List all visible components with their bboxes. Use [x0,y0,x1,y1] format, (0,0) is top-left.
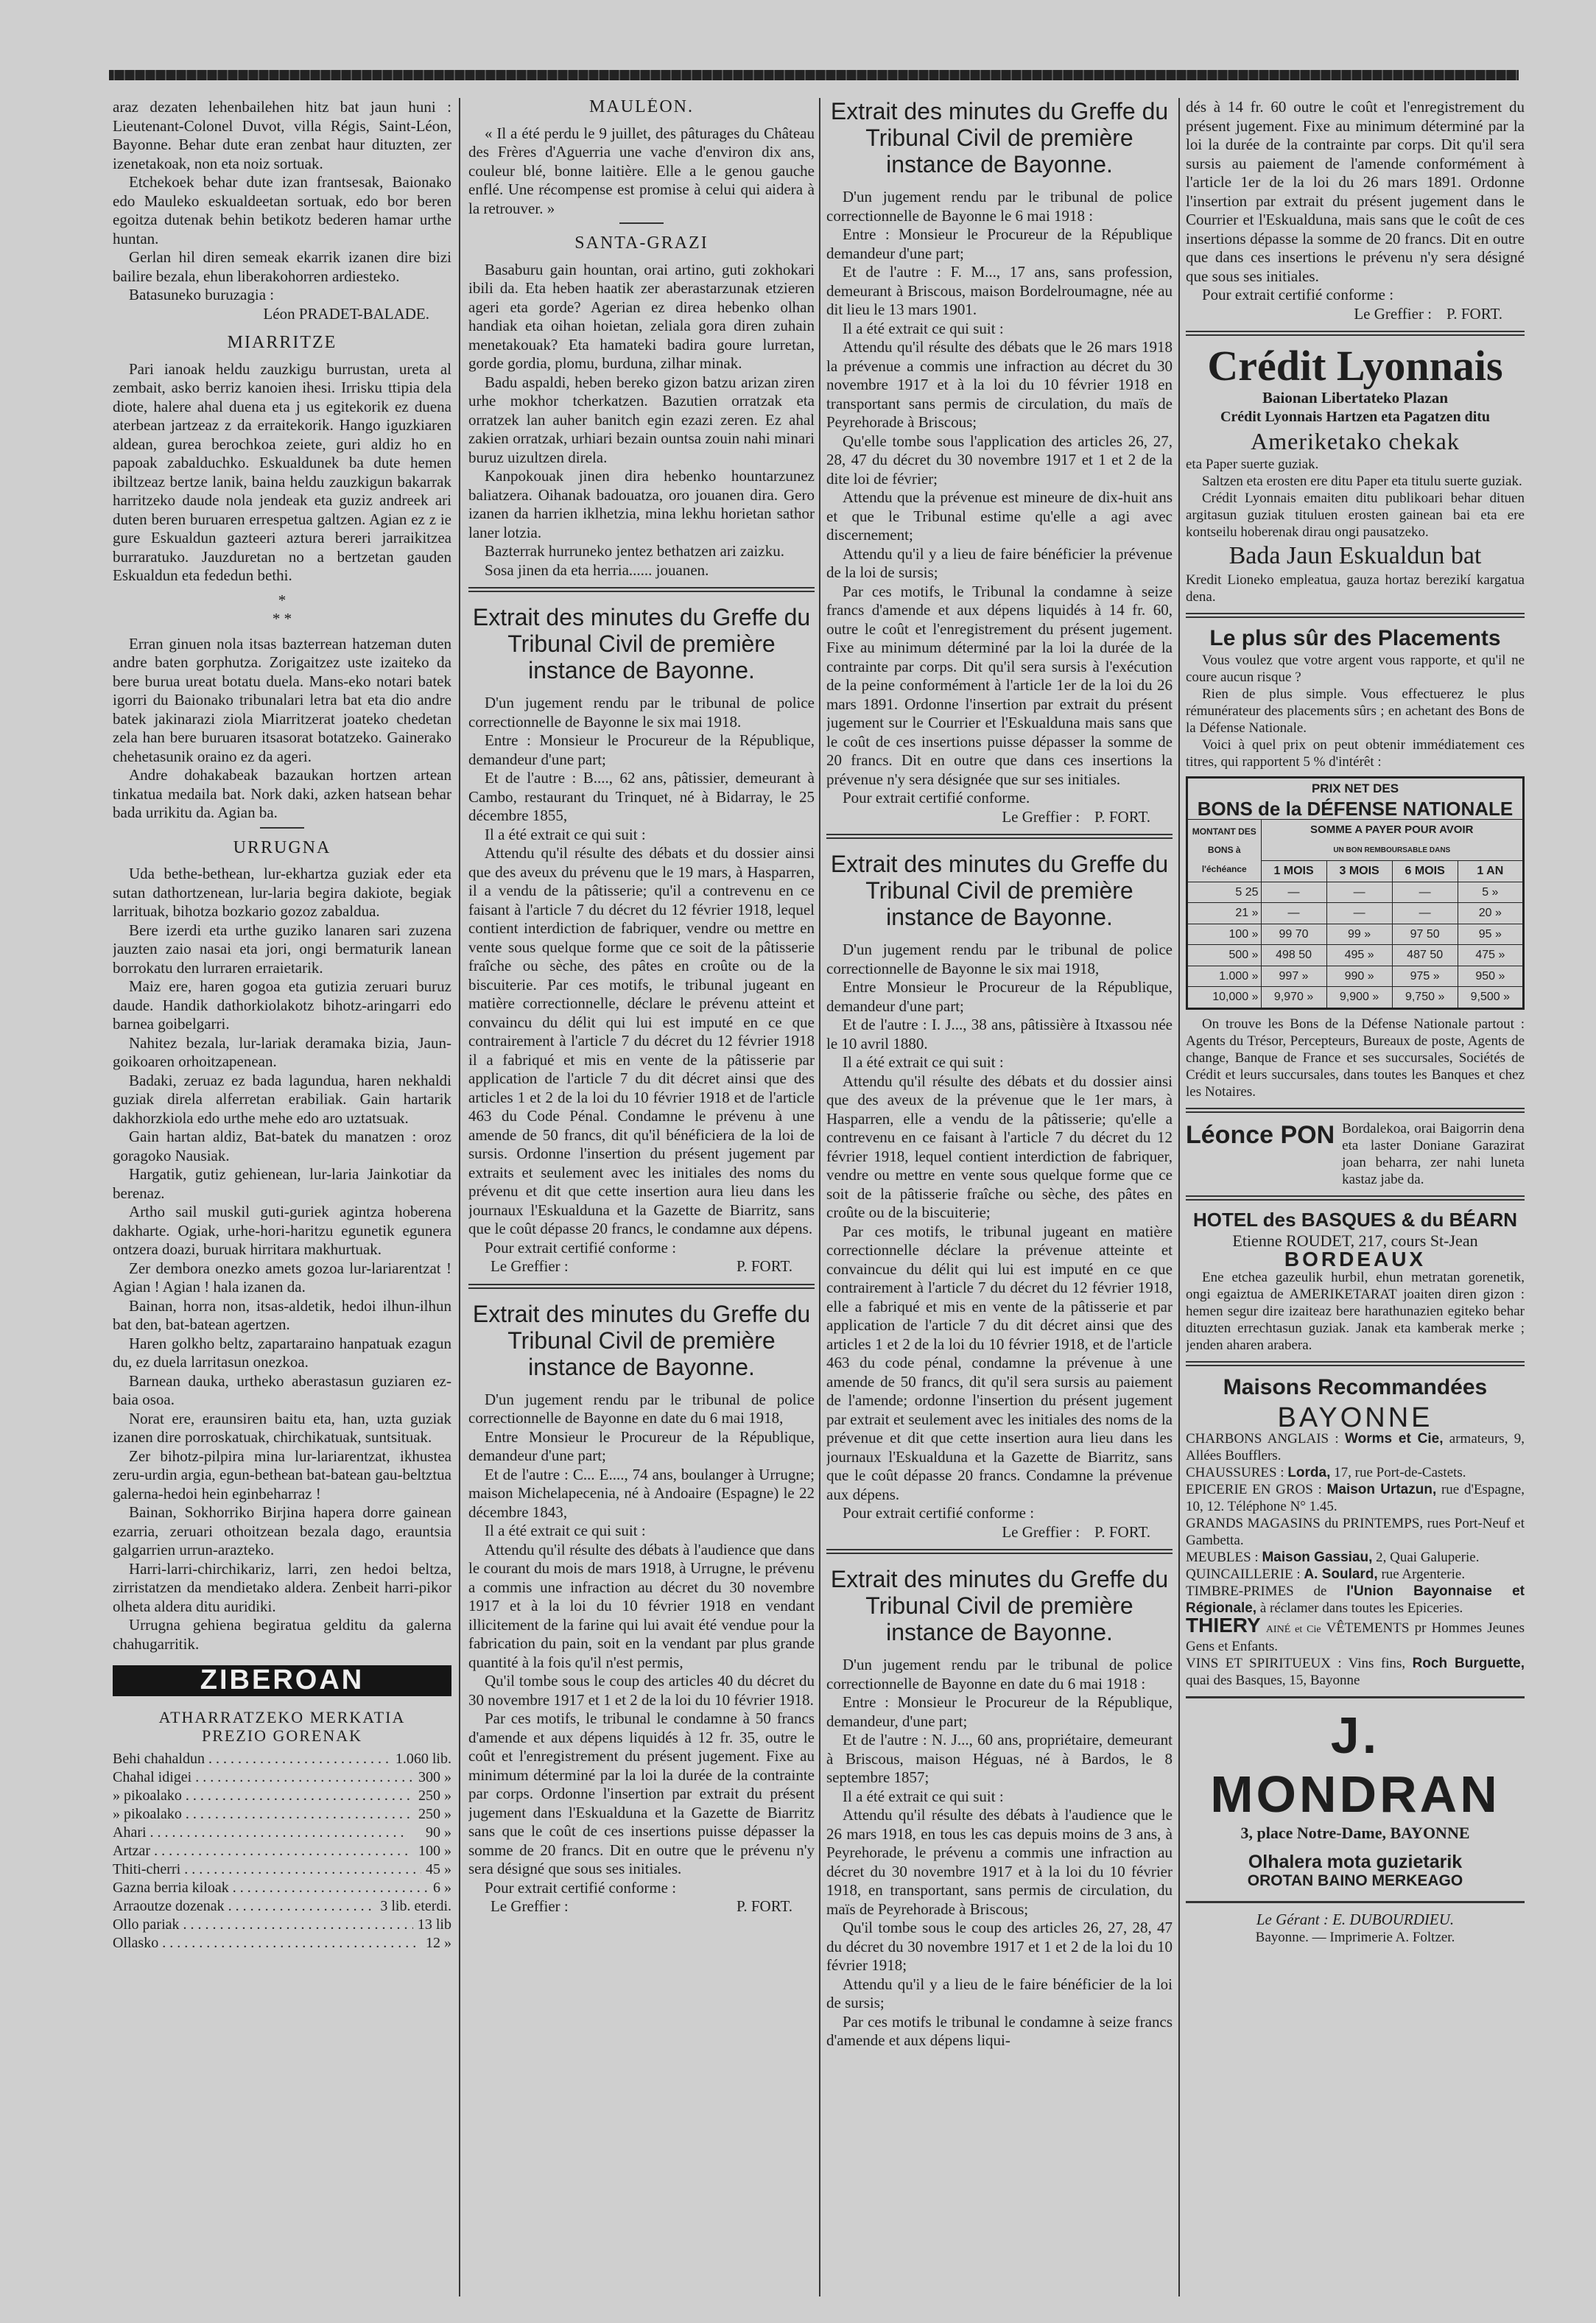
greffe-continuation: Pour extrait certifié conforme : [1202,286,1394,303]
section-rule [468,1284,815,1289]
greffe-paragraph: Entre : Monsieur le Procureur de la République, demandeur d'une part; [468,731,815,768]
price-row: Thiti-cherri . . . 45 » [113,1860,451,1879]
greffe-paragraph: Attendu qu'il résulte des débats que le 26 mars 1918 la prévenue a commis une infraction au décret du 30 novembre 1917 et à la loi du 10 février 1918 en transportant sans permis de circulation, du maïs de Peyrehorade à Briscous; [826,338,1173,431]
greffe-paragraph: Et de l'autre : N. J..., 60 ans, propriétaire, demeurant à Briscous, maison Héguas, né à Bardos, le 8 septembre 1857; [826,1731,1173,1786]
credit-footer: Kredit Lioneko empleatua, gauza hortaz berezikí kargatua dena. [1186,572,1525,605]
section-rule [468,587,815,592]
intro-paragraph: Gerlan hil diren semeak ekarrik izanen dire bizi bailire bezala, ehun liberakohorren ardiesteko. [113,248,451,285]
ziberoan-banner: ZIBEROAN [113,1665,451,1696]
placements-title: Le plus sûr des Placements [1209,626,1501,650]
credit-line: Crédit Lyonnais Hartzen eta Pagatzen ditu [1220,408,1491,425]
greffe-paragraph: Attendu qu'il y a lieu de le faire bénéficier de la loi de sursis; [826,1975,1173,2011]
urrugna-paragraph: Maiz ere, haren gogoa eta gutizia zeruari buruz daude. Handik dathorkiolakotz bihotz-aringarri edo barnea goibelgarri. [113,977,451,1033]
column-3 [826,98,1173,2300]
mauleon-heading: MAULÉON. [589,98,694,116]
vins-item: VINS ET SPIRITUEUX : Vins fins, Roch Burguette, quai des Basques, 15, Bayonne [1186,1656,1525,1688]
greffe-paragraph: Entre Monsieur le Procureur de la République, demandeur d'une part; [826,978,1173,1015]
asterism: * * * [272,591,292,628]
bonds-prix-net: PRIX NET DES [1187,778,1524,799]
price-row: Chahal idigei . . . 300 » [113,1768,451,1787]
column-2 [468,98,815,2300]
santa-grazi-paragraph: Bazterrak hurruneko jentez bethatzen ari zaizku. [485,542,784,560]
section-rule [1186,1901,1525,1903]
greffe-paragraph: Il a été extrait ce qui suit : [485,1522,646,1539]
greffe-paragraph: Attendu qu'il résulte des débats et du dossier ainsi que des aveux de la prévenue que le 1er mars, à Hasparren, elle a vendu de la pâtisserie; qu'elle a contrevenu en ce faisant à l'article 7 du décret du 12 février 1918, lequel contient interdiction de fabriquer, vendre ou mettre en vente sous quelque forme que ce soit de la pâtisserie fraîche ou sèche, des pâtes en croûte ou de la biscuiterie; [826,1072,1173,1221]
urrugna-paragraph: Artho sail muskil guti-guriek agintza hoberena dakharte. Ogiak, urhe-hori-haritzu egunetik egunera ontzera doazi, buruak hirritara makhurtuak. [113,1203,451,1258]
greffier-signature: Le Greffier : P. FORT. [491,1257,792,1275]
urrugna-paragraph: Bere izerdi eta urthe guziko lanaren sari zuzena jauzten zaio nasai eta jori, ongi bermaturik lanean borrokatu den lurraren erraietarik. [113,921,451,977]
greffier-signature: Le Greffier : P. FORT. [1354,304,1502,323]
section-rule [1186,1361,1525,1366]
hotel-text: Ene etchea gazeulik hurbil, ehun metratan gorenetik, ongi egaiztua de AMERIKETARAT joaiten diren gizon : hemen segur dire izaiteaz bere harathunazien egiteko behar dituzten errechtasun guziak. Janak eta kamberak merke ; jenden aharen arabera. [1186,1269,1525,1353]
price-row: » pikoalako . . . 250 » [113,1805,451,1824]
miarritze-paragraph: Andre dohakabeak bazaukan hortzen artean tinkatua medaila bat. Nork daki, azken hatsean behar bada urrikitu da. Agian ba. [113,766,451,821]
pon-text: Bordalekoa, orai Baigorrin dena eta laster Doniane Garazirat joan beharra, zer nahi luneta kastaz jabe da. [1342,1120,1525,1187]
maison-item: EPICERIE EN GROS : Maison Urtazun, rue d'Espagne, 10, 12. Téléphone N° 1.45. [1186,1482,1525,1514]
price-row: Ollasko . . . 12 » [113,1934,451,1953]
intro-paragraph: araz dezaten lehenbailehen hitz bat jaun huni : Lieutenant-Colonel Duvot, villa Régis, Saint-Léon, Bayonne. Behar dute eran zenbat haur dituzten, zer izenetakoak, non eta noiz sortuak. [113,98,451,172]
bonds-row: 5 25 — — — 5 » [1187,882,1524,903]
section-rule [1186,331,1525,336]
urrugna-paragraph: Nahitez bezala, lur-lariak deramaka bizia, Jaun-goikoaren orhoitzapenean. [113,1033,451,1070]
credit-lyonnais-ad [1186,343,1525,605]
urrugna-paragraph: Uda bethe-bethean, lur-ekhartza guziak eder eta sutan dathortzenean, lur-laria begira dakiote, begiak larrituak, bihotza bozkario gozoz zabaldua. [113,865,451,920]
credit-title: Crédit Lyonnais [1207,342,1503,390]
bonds-row: 21 » — — — 20 » [1187,903,1524,924]
greffe-paragraph: Attendu qu'il résulte des débats à l'audience que le 26 mars 1918, en tous les cas depuis moins de 3 ans, à Peyrehorade, le prévenu a commis une infraction au décret du 30 novembre 1917 et à la loi du 10 février 1918, en transportant, sans permis de circulation, du maïs de Peyrehorade à Briscous; [826,1806,1173,1918]
greffe-paragraph: Pour extrait certifié conforme. [843,789,1030,806]
bonds-col-montant: MONTANT DES BONS à l'échéance [1187,820,1262,882]
greffe-title: Extrait des minutes du Greffe du Tribunal Civil de première instance de Bayonne. [472,604,811,683]
bonds-title: BONS de la DÉFENSE NATIONALE [1187,799,1524,820]
column-divider [459,98,460,2296]
section-rule [1186,1108,1525,1113]
greffier-signature: Le Greffier : P. FORT. [1002,807,1150,826]
greffe-paragraph: Attendu qu'il résulte des débats et du dossier ainsi que des aveux du prévenu que le 19 mars, à Hasparren, il a vendu de la pâtisserie; qu'il a contrevenu en ce faisant à l'article 7 du décret du 12 février 1918, lequel contient interdiction de fabriquer, vendre ou mettre en vente sous quelque forme que ce soit de la pâtisserie fraîche ou sèche, des pâtes en croûte ou de la biscuiterie. Par ces motifs, le tribunal jugeant en matière correctionnelle, déclare le prévenu atteint et convaincu du délit qui lui est imputé en ce que contrairement à l'article 7 du décret du 12 février 1918 il a fabriqué et mis en vente de la pâtisserie par application de l'article 7 du dit décret ainsi que des articles 1 et 2 de la loi du 10 février 1918 et de l'article 463 du Code Pénal. Condamne le prévenu à une amende de 50 francs, dit qu'il bénéficiera de la loi de sursis. Ordonne l'insertion du présent jugement par extraits et seulement avec les initiales des noms du prévenu et dit que cette insertion aura lieu dans les journaux l'Eskualduna et la Gazette de Biarritz, sans que le coût dépasse 20 francs, le condamne aux dépens. [468,844,815,1237]
greffe-paragraph: Qu'elle tombe sous l'application des articles 26, 27, 28, 47 du décret du 30 novembre 1917 et 1 et 2 de la dite loi de février; [826,432,1173,488]
urrugna-paragraph: Norat ere, eraunsiren baitu eta, han, uzta guziak izanen dire porroskatuak, chirchikatuak, suntsituak. [113,1409,451,1446]
greffier-signature: Le Greffier : P. FORT. [491,1897,792,1915]
greffe-paragraph: D'un jugement rendu par le tribunal de police correctionnelle de Bayonne le 6 mai 1918 : [826,188,1173,225]
price-row: Ollo pariak . . . 13 lib [113,1916,451,1934]
greffe-title: Extrait des minutes du Greffe du Tribunal Civil de première instance de Bayonne. [472,1300,811,1380]
greffe-paragraph: Et de l'autre : B...., 62 ans, pâtissier, demeurant à Cambo, restaurant du Trinquet, né à Bidarray, le 25 décembre 1855, [468,769,815,824]
price-row: Artzar . . . 100 » [113,1842,451,1860]
signature-label: Batasuneko buruzagia : [129,286,275,303]
maison-item: TIMBRE-PRIMES de l'Union Bayonnaise et Régionale, à réclamer dans toutes les Epiceries. [1186,1584,1525,1616]
greffe-paragraph: Qu'il tombe sous le coup des articles 40 du décret du 30 novembre 1917 et 1 et 2 de la loi du 10 février 1918. [468,1672,815,1709]
bonds-row: 500 » 498 50 495 » 487 50 475 » [1187,945,1524,966]
price-row: » pikoalako . . . 250 » [113,1787,451,1805]
greffe-paragraph: Attendu qu'il y a lieu de faire bénéficier la prévenue de la loi de sursis; [826,544,1173,581]
mondran-title: J. MONDRAN [1210,1707,1500,1823]
column-divider [819,98,820,2296]
imprimerie-line: Bayonne. — Imprimerie A. Foltzer. [1255,1930,1455,1945]
santa-grazi-paragraph: Badu aspaldi, heben bereko gizon batzu arizan ziren urhe mokhor tcherkatzen. Bazutien orratzak eta orratzek lan auher banitch egin ezazi zeren. Ez ahal zakien orratzak, urhiari bezain ountsa zouin nahi minari buruz uizultzen direla. [468,373,815,466]
urrugna-paragraph: Zer dembora onezko amets gozoa lur-lariarentzat ! Agian ! Agian ! hala izanen da. [113,1259,451,1296]
column-4 [1186,98,1525,2300]
santa-grazi-heading: SANTA-GRAZI [574,233,709,253]
maison-item: QUINCAILLERIE : A. Soulard, rue Argenterie. [1186,1567,1466,1582]
greffe-paragraph: Entre : Monsieur le Procureur de la République demandeur d'une part; [826,225,1173,262]
greffe-title: Extrait des minutes du Greffe du Tribunal Civil de première instance de Bayonne. [830,851,1169,930]
top-ornamental-band [109,70,1519,80]
market-subheading: PREZIO GORENAK [201,1726,363,1745]
urrugna-paragraph: Bainan, Sokhorriko Birjina hapera dorre gainean ezarria, zeruari othoitzean bezala dago, erauntsia galgarrien urrun-arazteko. [113,1503,451,1558]
greffe-paragraph: Attendu que la prévenue est mineure de dix-huit ans et que le Tribunal estime qu'elle a agi avec discernement; [826,488,1173,544]
greffe-continuation: dés à 14 fr. 60 outre le coût et l'enregistrement du présent jugement. Fixe au minimum déterminé par la loi la durée de la contrainte par corps. Dit qu'il sera sursis au paiement de l'amende conformément à l'article 1er de la loi du 26 mars 1891. Ordonne l'insertion par extrait du présent jugement dans le Courrier et l'Eskualduna, mais sans que le coût de ces insertions dépasse la somme de 20 francs. Dit en outre que dans ces insertions le prévenu n'y sera désigné que sous ses initiales. [1186,98,1525,285]
credit-cheques: Ameriketako chekak [1251,428,1460,454]
greffe-paragraph: D'un jugement rendu par le tribunal de police correctionnelle de Bayonne en date du 6 mai 1918, [468,1390,815,1427]
greffe-paragraph: Par ces motifs, le Tribunal la condamne à seize francs d'amende et aux dépens liquidés à 14 fr. 60, outre le coût et l'enregistrement du présent jugement. Fixe au minimum déterminé par la loi la durée de la contrainte par corps. Dit qu'il sera sursis à l'exécution de la peine conformément à l'article 1er de la loi du 26 mars 1891. Ordonne l'insertion par extrait du présent jugement sur le Courrier et l'Eskualduna mais sans que le coût de ces insertions puisse dépasser la somme de 20 francs. Dit en outre que dans ces insertions la prévenue n'y sera désignée que sur ses initiales. [826,582,1173,788]
greffe-paragraph: Par ces motifs le tribunal le condamne à seize francs d'amende et aux dépens liqui- [826,2012,1173,2049]
section-rule [1186,1195,1525,1201]
urrugna-paragraph: Harri-larri-chirchikariz, larri, zen hedoi beltza, zirristatzen da mendietako aldera. Zenbeit harri-pikor olheta aldera ditu auridiki. [113,1559,451,1615]
santa-grazi-paragraph: Basaburu gain hountan, orai artino, guti zokhokari ibili da. Eta heben haatik zer aberastarzunak etzieren ageri eta gorde? Agerian ez direa hebenko olhan handiak eta oihan hoietan, zeliala gora diren zuhain menetakouak? Eta hamateki badira goure lurretan, gorde gordia, plomu, burduna, zilhar minak. [468,260,815,372]
greffe-paragraph: Pour extrait certifié conforme : [485,1878,677,1897]
greffe-paragraph: Et de l'autre : F. M..., 17 ans, sans profession, demeurant à Briscous, maison Bordelroumagne, née au dit lieu le 13 mars 1901. [826,263,1173,318]
greffe-paragraph: Par ces motifs, le tribunal le condamne à 50 francs d'amende et aux dépens liquidés à 12 fr. 35, outre le coût et l'enregistrement du présent jugement. Fixe au minimum déterminé par la loi la durée de la contrainte par corps. Ordonne l'insertion par extrait du présent jugement dans l'Eskualduna et la Gazette de Biarritz sans que le coût de ces insertions puisse dépasser la somme de 20 francs. Dit en outre que le prévenu n'y sera désigné que sous ses initiales. [468,1709,815,1877]
bonds-period: 1 MOIS [1261,861,1326,882]
mondran-tag2: OROTAN BAINO MERKEAGO [1247,1872,1463,1889]
urrugna-paragraph: Badaki, zeruaz ez bada lagundua, haren nekhaldi guziak direla alferretan erabiliak. Gain hartarik dakhorzkiola edo urthe mehe edo aro uztatsuak. [113,1071,451,1127]
greffe-paragraph: Il a été extrait ce qui suit : [843,319,1004,337]
price-row: Arraoutze dozenak . . . 3 lib. eterdi. [113,1897,451,1916]
mondran-tag: Olhalera mota guzietarik [1248,1851,1463,1872]
credit-text: eta Paper suerte guziak. [1186,457,1319,472]
pon-name: Léonce PON [1186,1120,1335,1149]
gerant-line: Le Gérant : E. DUBOURDIEU. [1256,1910,1455,1928]
pon-ad [1186,1120,1525,1188]
greffe-paragraph: Entre : Monsieur le Procureur de la République, demandeur, d'une part; [826,1693,1173,1730]
greffe-paragraph: Pour extrait certifié conforme : [485,1238,677,1257]
mondran-address: 3, place Notre-Dame, BAYONNE [1240,1824,1470,1842]
section-rule [826,834,1173,839]
section-rule [826,1549,1173,1554]
hotel-city: BORDEAUX [1284,1248,1427,1271]
section-rule [1186,613,1525,618]
section-rule [619,222,664,224]
greffe-paragraph: Et de l'autre : C... E...., 74 ans, boulanger à Urrugne; maison Michelapecenia, né à Andoaire (Espagne) le 22 décembre 1843, [468,1465,815,1521]
santa-grazi-paragraph: Kanpokouak jinen dira hebenko hountarzunez baliatzera. Oihanak badouatza, oro jouanen dira. Gero izanen da harrien iklhetzia, mina lekhu horietan sathor laner lotzia. [468,467,815,541]
bonds-row: 10,000 » 9,970 » 9,900 » 9,750 » 9,500 » [1187,987,1524,1009]
greffe-paragraph: D'un jugement rendu par le tribunal de police correctionnelle de Bayonne en date du 6 mai 1918 : [826,1656,1173,1693]
greffe-paragraph: Attendu qu'il résulte des débats à l'audience que dans le courant du mois de mars 1918, à Urrugne, le prévenu a commis une infraction au décret du 30 novembre 1917 et à la loi du 10 février 1918 en vendant illicitement de la farine qui lui avait été vendue pour la fabrication du pain, soit en la vendant par plus grande quantité à la fois qu'il n'est permis, [468,1540,815,1671]
bonds-period: 3 MOIS [1326,861,1392,882]
placements-text: Voici à quel prix on peut obtenir immédiatement ces titres, qui rapportent 5 % d'intérêt : [1186,737,1525,770]
bonds-row: 100 » 99 70 99 » 97 50 95 » [1187,924,1524,945]
greffe-paragraph: Par ces motifs, le tribunal jugeant en matière correctionnelle déclare la prévenue atteinte et convaincue du délit qui lui est imputé en ce que contrairement à l'article 7 du décret du 12 février 1918, elle a fabriqué et mis en vente de la pâtisserie et par application de l'article 7 du dit décret ainsi que des articles 1 et 2 de la loi du 10 février 1918, et de l'article 463 du code pénal, condamne la prévenue à une amende de 50 francs, dit qu'il sera sursis au paiement de l'amende; ordonne l'insertion du présent jugement par extrait et seulement avec les initiales des noms de la prévenue et dit que cette insertion aura lieu dans les journaux l'Eskualduna et la Gazette de Biarritz, sans que le coût dépasse 20 francs. Condamne la prévenue aux dépens. [826,1222,1173,1503]
miarritze-paragraph: Erran ginuen nola itsas bazterrean hatzeman duten andre baten gorphutza. Zorigaitzez uste izaiteko da bere burua ureat botatu duela. Mans-eko notari batek igorri du Baionako tribunalari letra bat eta dio andre batek jakinarazi ziola Miarritzerat joateko chedetan zela han bere buruaren itsasorat botatzeko. Gainerako chehetasunik oraino ez da ageri. [113,634,451,765]
market-price-list [113,1750,451,1953]
maison-item: MEUBLES : Maison Gassiau, 2, Quai Galuperie. [1186,1550,1480,1565]
bonds-period: 1 AN [1458,861,1523,882]
bonds-footer: On trouve les Bons de la Défense Nationale partout : Agents du Trésor, Percepteurs, Bureaux de poste, Agents de change, Banque de France et ses succursales, Sociétés de Crédit et leurs succursales, dans toutes les Banques et chez les Notaires. [1186,1016,1525,1100]
urrugna-paragraph: Hargatik, gutiz gehienean, lur-laria Jainkotiar da berenaz. [113,1165,451,1202]
greffe-paragraph: Il a été extrait ce qui suit : [843,1787,1004,1805]
greffe-title: Extrait des minutes du Greffe du Tribunal Civil de première instance de Bayonne. [830,1566,1169,1645]
thiery-item: THIERY AINÉ et Cie VÊTEMENTS pr Hommes Jeunes Gens et Enfants. [1186,1614,1525,1654]
miarritze-paragraph: Pari ianoak heldu zauzkigu burrustan, ureta al zembait, asko berriz kanoien ihesi. Irrisku ttipia dela diote, halere ahal duena eta j us egitekorik ez duena aterbean jartzeaz z da erraitekorik. Hango iguzkiaren aldean, gurea berochkoa zeiete, guri aldiz ho en papoak zabalduchko. Eskualdunek ba dute hemen ibiltzeaz bertze lanik, baina heldu zauzkigun bakarrak harritzeko daude nola jendeak eta guziz andreek ari duten beren buruaren errespetua galtzen. Agian ez z ie gure Eskualdun gazteeri aztura bereri jarraikitzea burraratuko. Jauzduretan no a bertzetan gauden Eskualdun eta fededun bethi. [113,359,451,584]
greffe-paragraph: Il a été extrait ce qui suit : [485,825,646,843]
urrugna-heading: URRUGNA [233,837,331,857]
santa-grazi-paragraph: Sosa jinen da eta herria...... jouanen. [485,560,709,579]
greffe-paragraph: Il a été extrait ce qui suit : [843,1053,1004,1071]
credit-text: Saltzen eta erosten ere ditu Paper eta titulu suerte guziak. [1202,474,1522,489]
bonds-period: 6 MOIS [1392,861,1458,882]
urrugna-paragraph: Bainan, horra non, itsas-aldetik, hedoi ilhun-ilhun bat den, bat-batean agertzen. [113,1296,451,1333]
urrugna-paragraph: Gain hartan aldiz, Bat-batek du manatzen : oroz goragoko Nausiak. [113,1128,451,1164]
greffe-paragraph: D'un jugement rendu par le tribunal de police correctionnelle de Bayonne le six mai 1918. [468,694,815,731]
mauleon-text: « Il a été perdu le 9 juillet, des pâturages du Château des Frères d'Aguerria une vache d'environ dix ans, couleur blé, bonne laitière. Elle a le genou gauche enflé. Une récompense est promise à celui qui aidera à la retrouver. » [468,124,815,217]
urrugna-paragraph: Barnean dauka, urtheko aberastasun guziaren ez-baia osoa. [113,1371,451,1408]
section-rule [1186,1696,1525,1698]
hotel-title: HOTEL des BASQUES & du BÉARN [1192,1208,1518,1231]
greffe-title: Extrait des minutes du Greffe du Tribunal Civil de première instance de Bayonne. [830,98,1169,178]
maisons-title: Maisons Recommandées [1223,1374,1488,1399]
placements-ad [1186,625,1525,1100]
column-1 [113,98,451,2300]
hotel-ad [1186,1208,1525,1354]
maison-item: CHARBONS ANGLAIS : Worms et Cie, armateurs, 9, Allées Boufflers. [1186,1431,1525,1463]
placements-text: Rien de plus simple. Vous effectuerez le plus rémunérateur des placements sûrs ; en achetant des Bons de la Défense Nationale. [1186,686,1525,736]
bonds-row: 1.000 » 997 » 990 » 975 » 950 » [1187,966,1524,987]
urrugna-paragraph: Haren golkho beltz, zapartaraino hanpatuak ezagun du, ez duela larritasun onezkoa. [113,1334,451,1371]
greffe-paragraph: Et de l'autre : I. J..., 38 ans, pâtissière à Itxassou née le 10 avril 1880. [826,1016,1173,1052]
miarritze-heading: MIARRITZE [227,333,337,352]
credit-text: Crédit Lyonnais emaiten ditu publikoari behar dituen argitasun guziak tituluen erosten gainean bai eta ere kontseilu hoberenak dirau ongi pausatzeko. [1186,491,1525,540]
hotel-address: Etienne ROUDET, 217, cours St-Jean [1232,1231,1478,1250]
signature-name: Léon PRADET-BALADE. [263,304,429,323]
placements-text: Vous voulez que votre argent vous rapporte, et qu'il ne coure aucun risque ? [1186,653,1525,685]
maison-item: CHAUSSURES : Lorda, 17, rue Port-de-Castets. [1186,1465,1466,1480]
intro-paragraph: Etchekoek behar dute izan frantsesak, Baionako edo Mauleko eskualdeetan sortuak, edo bor beren egoitza dutenak behin betikotz bederen hamar urthe huntan. [113,173,451,247]
greffe-paragraph: Pour extrait certifié conforme : [843,1504,1035,1522]
market-heading: ATHARRATZEKO MERKATIA [158,1707,406,1726]
maisons-list [1186,1430,1525,1689]
credit-branch: Baionan Libertateko Plazan [1262,389,1448,407]
urrugna-paragraph: Zer bihotz-pilpira mina lur-lariarentzat, ikhustea zeru-urdin argia, egun-bethean bat-batean gau-beltztua galerna-hedoi hein eginbeharraz ! [113,1447,451,1503]
bayonne-title: BAYONNE [1277,1402,1433,1433]
bonds-price-table [1186,776,1525,1010]
price-row: Gazna berria kiloak . . . 6 » [113,1879,451,1897]
greffe-paragraph: D'un jugement rendu par le tribunal de police correctionnelle de Bayonne le six mai 1918, [826,941,1173,977]
price-row: Ahari . . . 90 » [113,1824,451,1842]
greffe-paragraph: Qu'il tombe sous le coup des articles 26, 27, 28, 47 du décret du 30 novembre 1917 et 1 et 2 de la loi du 10 février 1918; [826,1919,1173,1974]
column-divider [1178,98,1180,2296]
urrugna-paragraph: Urrugna gehiena begiratua gelditu da galerna chahugarritik. [113,1616,451,1653]
price-row: Behi chahaldun . . . 1.060 lib. [113,1750,451,1768]
credit-jaun: Bada Jaun Eskualdun bat [1228,542,1482,569]
greffier-signature: Le Greffier : P. FORT. [1002,1522,1150,1541]
maison-item: GRANDS MAGASINS du PRINTEMPS, rues Port-Neuf et Gambetta. [1186,1516,1525,1548]
greffe-paragraph: Entre Monsieur le Procureur de la République, demandeur d'une part; [468,1427,815,1464]
section-rule [260,827,304,829]
bonds-col-somme: SOMME A PAYER POUR AVOIR UN BON REMBOURSABLE DANS [1261,820,1523,861]
